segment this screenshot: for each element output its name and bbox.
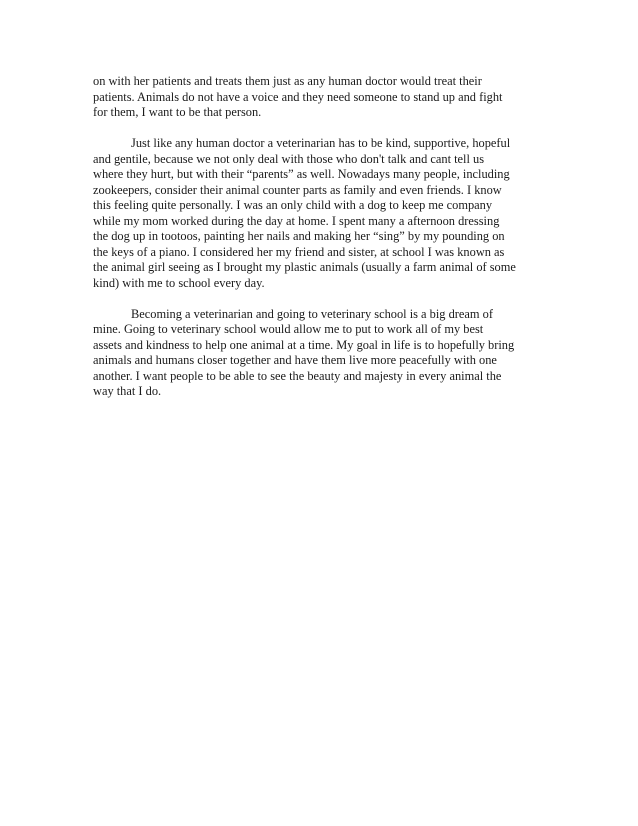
text-line: the dog up in tootoos, painting her nails and making her “sing” by my pounding on bbox=[93, 229, 505, 243]
text-line: mine. Going to veterinary school would allow me to put to work all of my best bbox=[93, 322, 484, 336]
text-line: another. I want people to be able to see the beauty and majesty in every animal the bbox=[93, 368, 502, 383]
text-line: where they hurt, but with their “parents” as well. Nowadays many people, including bbox=[93, 167, 510, 181]
text-line: while my mom worked during the day at home. I spent many a afternoon dressing bbox=[93, 213, 500, 228]
text-line: animals and humans closer together and have them live more peacefully with one bbox=[93, 353, 497, 367]
text-line: the keys of a piano. I considered her my friend and sister, at school I was known as bbox=[93, 244, 505, 259]
text-line: Just like any human doctor a veterinarian has to be kind, supportive, hopeful bbox=[131, 136, 511, 150]
text-line: assets and kindness to help one animal at a time. My goal in life is to hopefully bring bbox=[93, 337, 515, 352]
essay-body bbox=[93, 74, 553, 400]
text-line: patients. Animals do not have a voice and they need someone to stand up and fight bbox=[93, 89, 503, 104]
text-line: on with her patients and treats them just as any human doctor would treat their bbox=[93, 74, 482, 88]
text-line: kind) with me to school every day. bbox=[93, 275, 265, 290]
paragraph bbox=[93, 74, 553, 121]
text-line: this feeling quite personally. I was an only child with a dog to keep me company bbox=[93, 198, 493, 212]
paragraph bbox=[93, 136, 553, 291]
text-line: way that I do. bbox=[93, 384, 162, 398]
text-line: Becoming a veterinarian and going to veterinary school is a big dream of bbox=[131, 306, 493, 321]
text-line: the animal girl seeing as I brought my plastic animals (usually a farm animal of some bbox=[93, 260, 516, 274]
paragraph-gap bbox=[93, 291, 553, 307]
text-line: zookeepers, consider their animal counter parts as family and even friends. I know bbox=[93, 182, 502, 197]
text-line: for them, I want to be that person. bbox=[93, 105, 262, 119]
paragraph bbox=[93, 307, 553, 400]
paragraph-gap bbox=[93, 121, 553, 137]
text-line: and gentile, because we not only deal with those who don't talk and cant tell us bbox=[93, 151, 485, 166]
